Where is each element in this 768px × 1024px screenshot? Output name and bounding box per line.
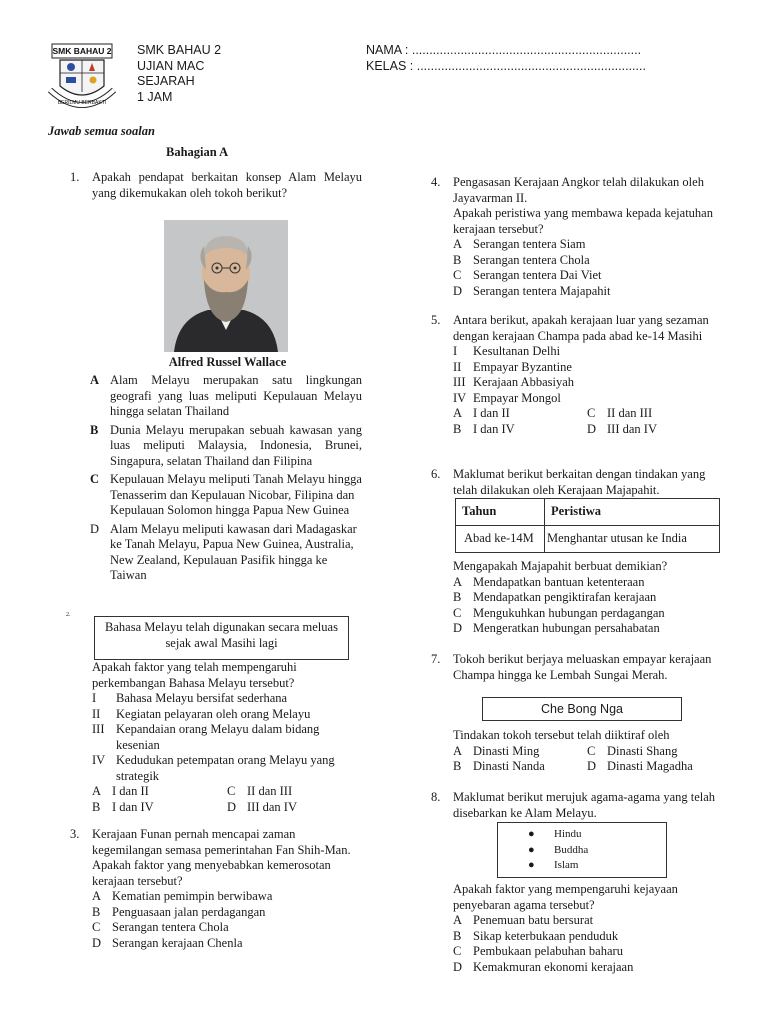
question-text: Tokoh berikut berjaya meluaskan empayar kerajaan Champa hingga ke Lembah Sungai Merah. bbox=[453, 652, 712, 682]
option-letter: C bbox=[90, 472, 100, 486]
option-letter: C bbox=[453, 605, 462, 620]
question-7 bbox=[431, 652, 721, 683]
option-text: II dan III bbox=[607, 406, 653, 420]
q7-prompt-options bbox=[453, 728, 721, 775]
option-letter: A bbox=[90, 373, 100, 387]
option-letter: B bbox=[453, 590, 462, 604]
question-number: 1. bbox=[70, 170, 80, 184]
option-text: I dan II bbox=[112, 784, 149, 798]
statement-iv bbox=[453, 391, 721, 407]
question-1 bbox=[70, 170, 362, 201]
option-letter: C bbox=[453, 268, 462, 282]
option-letter: B bbox=[453, 421, 462, 436]
option-a[interactable] bbox=[92, 784, 227, 800]
question-3 bbox=[70, 827, 362, 951]
statement-iv bbox=[92, 753, 362, 784]
exam-duration: 1 JAM bbox=[137, 89, 173, 104]
option-a[interactable] bbox=[90, 373, 362, 420]
bullet-icon: ● bbox=[528, 828, 535, 840]
school-logo bbox=[46, 42, 118, 118]
option-text: Kemakmuran ekonomi kerajaan bbox=[473, 959, 634, 974]
list-item-text: Hindu bbox=[554, 828, 582, 840]
q8-prompt-options bbox=[453, 882, 721, 975]
statement-text: Bahasa Melayu bersifat sederhana bbox=[116, 691, 288, 705]
roman-numeral: III bbox=[92, 722, 105, 736]
option-text: II dan III bbox=[247, 784, 293, 798]
option-letter: D bbox=[587, 421, 597, 436]
statement-text: Bahasa Melayu telah digunakan secara meluas sejak awal Masihi lagi bbox=[105, 620, 338, 650]
option-a[interactable] bbox=[453, 744, 587, 760]
question-text: Antara berikut, apakah kerajaan luar yang sezaman dengan kerajaan Champa pada abad ke-14 Masihi bbox=[453, 313, 709, 343]
option-text: Dinasti Nanda bbox=[473, 759, 545, 773]
answer-row bbox=[453, 744, 721, 760]
answer-row bbox=[453, 422, 721, 438]
option-d[interactable] bbox=[227, 800, 362, 816]
statement-text: Kerajaan Abbasiyah bbox=[473, 375, 575, 389]
option-text: I dan IV bbox=[112, 799, 154, 814]
option-b[interactable] bbox=[453, 590, 721, 606]
option-letter: D bbox=[453, 621, 463, 635]
instruction: Jawab semua soalan bbox=[48, 124, 155, 138]
table-header-row bbox=[456, 499, 720, 526]
option-d[interactable] bbox=[587, 422, 721, 438]
option-letter: C bbox=[587, 406, 596, 420]
statement-text: Kedudukan petempatan orang Melayu yang strategik bbox=[116, 753, 335, 783]
roman-numeral: I bbox=[453, 344, 458, 358]
list-item bbox=[528, 827, 666, 843]
option-c[interactable] bbox=[92, 920, 362, 936]
statement-text: Kesultanan Delhi bbox=[473, 344, 561, 358]
question-number: 6. bbox=[431, 467, 441, 481]
option-text: Dinasti Magadha bbox=[607, 759, 693, 773]
roman-numeral: IV bbox=[92, 753, 106, 767]
list-item bbox=[528, 843, 666, 859]
subject-name: SEJARAH bbox=[137, 74, 195, 88]
option-text: Mengeratkan hubungan persahabatan bbox=[473, 621, 660, 635]
option-letter: A bbox=[453, 913, 463, 927]
option-text: Penguasaan jalan perdagangan bbox=[112, 904, 266, 919]
statement-text: Empayar Byzantine bbox=[473, 359, 572, 374]
table-header-cell: Tahun bbox=[456, 499, 545, 526]
question-prompt: Apakah peristiwa yang membawa kepada kejatuhan kerajaan tersebut? bbox=[453, 206, 713, 236]
question-8 bbox=[431, 790, 721, 821]
table-cell: Abad ke-14M bbox=[456, 526, 545, 553]
option-c[interactable] bbox=[227, 784, 362, 800]
option-letter: A bbox=[453, 237, 463, 251]
statement-text: Empayar Mongol bbox=[473, 390, 561, 405]
exam-name: UJIAN MAC bbox=[137, 58, 205, 73]
option-text: Dinasti Ming bbox=[473, 743, 540, 758]
table-row bbox=[456, 526, 720, 553]
option-c[interactable] bbox=[90, 472, 362, 519]
option-text: Serangan tentera Siam bbox=[473, 237, 586, 251]
option-letter: A bbox=[92, 889, 102, 903]
answer-row bbox=[453, 759, 721, 775]
option-c[interactable] bbox=[587, 406, 721, 422]
option-d[interactable] bbox=[453, 960, 721, 976]
option-letter: B bbox=[453, 928, 462, 943]
statement-text: Kepandaian orang Melayu dalam bidang kesenian bbox=[116, 722, 320, 752]
table-cell: Menghantar utusan ke India bbox=[545, 526, 720, 553]
option-letter: A bbox=[453, 743, 463, 758]
option-a[interactable] bbox=[92, 889, 362, 905]
roman-numeral: I bbox=[92, 691, 97, 705]
option-b[interactable] bbox=[92, 905, 362, 921]
question-2-number: 2. bbox=[66, 612, 71, 618]
option-text: Kepulauan Melayu meliputi Tanah Melayu hingga Tenasserim dan Kepulauan Nicobar, Filipina dan Kepulauan Solomon hingga Papua New Guinea bbox=[110, 472, 362, 517]
roman-numeral: IV bbox=[453, 390, 467, 405]
option-text: Alam Melayu meliputi kawasan dari Madagaskar ke Tanah Melayu, Papua New Guinea, Australia, New Zealand, Kepulauan Pasifik hingga ke Taiwan bbox=[110, 521, 357, 582]
answer-row bbox=[92, 800, 362, 816]
statement-text: Kegiatan pelayaran oleh orang Melayu bbox=[116, 706, 311, 721]
option-text: Mengukuhkan hubungan perdagangan bbox=[473, 605, 665, 620]
question-text: Maklumat berikut merujuk agama-agama yang telah disebarkan ke Alam Melayu. bbox=[453, 790, 716, 820]
option-letter: B bbox=[92, 799, 101, 814]
option-letter: B bbox=[92, 904, 101, 919]
q8-religion-box bbox=[497, 822, 667, 878]
q7-name-box bbox=[482, 697, 682, 721]
option-a[interactable] bbox=[453, 913, 721, 929]
option-c[interactable] bbox=[453, 268, 721, 284]
question-text: Kerajaan Funan pernah mencapai zaman kegemilangan semasa pemerintahan Fan Shih-Man. bbox=[92, 827, 351, 857]
option-letter: D bbox=[453, 283, 463, 298]
answer-row bbox=[92, 784, 362, 800]
roman-numeral: III bbox=[453, 375, 466, 389]
option-c[interactable] bbox=[453, 944, 721, 960]
question-prompt: Apakah faktor yang menyebabkan kemerosotan kerajaan tersebut? bbox=[92, 858, 331, 888]
option-letter: D bbox=[90, 521, 100, 536]
list-item bbox=[528, 858, 666, 874]
statement-iii bbox=[453, 375, 721, 391]
header-left bbox=[137, 43, 337, 105]
option-letter: B bbox=[90, 422, 99, 437]
q1-options bbox=[90, 373, 362, 584]
option-text: Dunia Melayu merupakan sebuah kawasan yang luas meliputi Malaysia, Indonesia, Brunei, Singapura, selatan Thailand dan Filipina bbox=[110, 422, 362, 468]
option-text: Alam Melayu merupakan satu lingkungan geografi yang luas meliputi Kepulauan Melayu hingga selatan Thailand bbox=[110, 373, 362, 418]
question-number: 8. bbox=[431, 790, 441, 804]
portrait-image bbox=[164, 220, 288, 352]
option-c[interactable] bbox=[587, 744, 721, 760]
option-text: Serangan tentera Dai Viet bbox=[473, 268, 602, 282]
option-text: Kematian pemimpin berwibawa bbox=[112, 889, 273, 903]
question-number: 7. bbox=[431, 652, 441, 666]
class-field[interactable]: KELAS : .................................................................. bbox=[366, 58, 646, 73]
q6-table bbox=[455, 498, 720, 553]
statement-i bbox=[453, 344, 721, 360]
option-b[interactable] bbox=[453, 759, 587, 775]
option-letter: D bbox=[587, 759, 597, 773]
question-prompt: Tindakan tokoh tersebut telah diiktiraf oleh bbox=[453, 728, 670, 742]
option-b[interactable] bbox=[90, 423, 362, 470]
option-c[interactable] bbox=[453, 606, 721, 622]
option-text: I dan II bbox=[473, 406, 510, 420]
option-letter: C bbox=[92, 920, 101, 934]
option-text: Serangan tentera Chola bbox=[112, 920, 229, 934]
option-text: I dan IV bbox=[473, 421, 515, 436]
question-4 bbox=[431, 175, 721, 299]
q2-statement-box bbox=[94, 616, 349, 660]
question-text: Apakah faktor yang telah mempengaruhi perkembangan Bahasa Melayu tersebut? bbox=[92, 660, 297, 690]
answer-row bbox=[453, 406, 721, 422]
bullet-icon: ● bbox=[528, 843, 535, 856]
option-text: Serangan tentera Chola bbox=[473, 252, 590, 267]
option-letter: C bbox=[227, 784, 236, 798]
portrait-caption: Alfred Russel Wallace bbox=[168, 355, 287, 369]
option-letter: A bbox=[453, 574, 463, 589]
question-number: 3. bbox=[70, 827, 80, 841]
question-text: Maklumat berikut berkaitan dengan tindakan yang telah dilakukan oleh Kerajaan Majapahit. bbox=[453, 467, 706, 497]
portrait-illustration-icon bbox=[164, 220, 288, 352]
option-letter: C bbox=[587, 743, 596, 758]
option-b[interactable] bbox=[453, 253, 721, 269]
question-text: Apakah pendapat berkaitan konsep Alam Melayu yang dikemukakan oleh tokoh berikut? bbox=[92, 170, 362, 200]
option-b[interactable] bbox=[453, 929, 721, 945]
option-letter: D bbox=[453, 959, 463, 974]
question-text: Pengasasan Kerajaan Angkor telah dilakukan oleh Jayavarman II. bbox=[453, 175, 704, 205]
roman-numeral: II bbox=[92, 706, 101, 721]
option-text: Penemuan batu bersurat bbox=[473, 913, 594, 927]
option-a[interactable] bbox=[453, 575, 721, 591]
option-letter: B bbox=[453, 759, 462, 773]
option-text: Sikap keterbukaan penduduk bbox=[473, 928, 619, 943]
question-2 bbox=[92, 660, 362, 815]
question-6 bbox=[431, 467, 721, 498]
option-letter: D bbox=[92, 935, 102, 950]
q6-prompt-options bbox=[453, 559, 721, 637]
question-number: 4. bbox=[431, 175, 441, 189]
option-text: Mendapatkan bantuan ketenteraan bbox=[473, 574, 645, 589]
question-prompt: Mengapakah Majapahit berbuat demikian? bbox=[453, 559, 668, 573]
option-text: Serangan tentera Majapahit bbox=[473, 283, 611, 298]
question-prompt: Apakah faktor yang mempengaruhi kejayaan penyebaran agama tersebut? bbox=[453, 882, 678, 912]
statement-ii bbox=[453, 360, 721, 376]
logo-title: SMK BAHAU 2 bbox=[52, 46, 112, 56]
figure-name: Che Bong Nga bbox=[540, 702, 623, 716]
question-number: 5. bbox=[431, 313, 441, 327]
statement-iii bbox=[92, 722, 362, 753]
option-a[interactable] bbox=[453, 237, 721, 253]
option-d[interactable] bbox=[453, 621, 721, 637]
bullet-icon: ● bbox=[528, 859, 535, 871]
question-5 bbox=[431, 313, 721, 437]
option-letter: B bbox=[453, 252, 462, 267]
logo-ribbon-text: BERILMU BERBAKTI bbox=[57, 100, 107, 106]
option-letter: A bbox=[92, 784, 102, 798]
option-text: III dan IV bbox=[607, 421, 657, 436]
list-item-text: Buddha bbox=[554, 843, 589, 856]
statement-ii bbox=[92, 707, 362, 723]
roman-numeral: II bbox=[453, 359, 462, 374]
header-right bbox=[366, 43, 696, 74]
table-header-cell: Peristiwa bbox=[545, 499, 720, 526]
school-name: SMK BAHAU 2 bbox=[137, 43, 222, 57]
statement-i bbox=[92, 691, 362, 707]
option-d[interactable] bbox=[453, 284, 721, 300]
list-item-text: Islam bbox=[554, 859, 579, 871]
option-text: III dan IV bbox=[247, 799, 297, 814]
option-text: Mendapatkan pengiktirafan kerajaan bbox=[473, 590, 657, 604]
option-text: Dinasti Shang bbox=[607, 743, 678, 758]
option-d[interactable] bbox=[587, 759, 721, 775]
option-a[interactable] bbox=[453, 406, 587, 422]
option-d[interactable] bbox=[92, 936, 362, 952]
option-text: Serangan kerajaan Chenla bbox=[112, 935, 243, 950]
option-letter: C bbox=[453, 944, 462, 958]
option-d[interactable] bbox=[90, 522, 362, 584]
option-letter: D bbox=[227, 799, 237, 814]
option-text: Pembukaan pelabuhan baharu bbox=[473, 944, 623, 958]
option-letter: A bbox=[453, 406, 463, 420]
option-b[interactable] bbox=[453, 422, 587, 438]
option-b[interactable] bbox=[92, 800, 227, 816]
name-field[interactable]: NAMA : .................................................................. bbox=[366, 43, 642, 57]
section-title: Bahagian A bbox=[166, 145, 229, 159]
